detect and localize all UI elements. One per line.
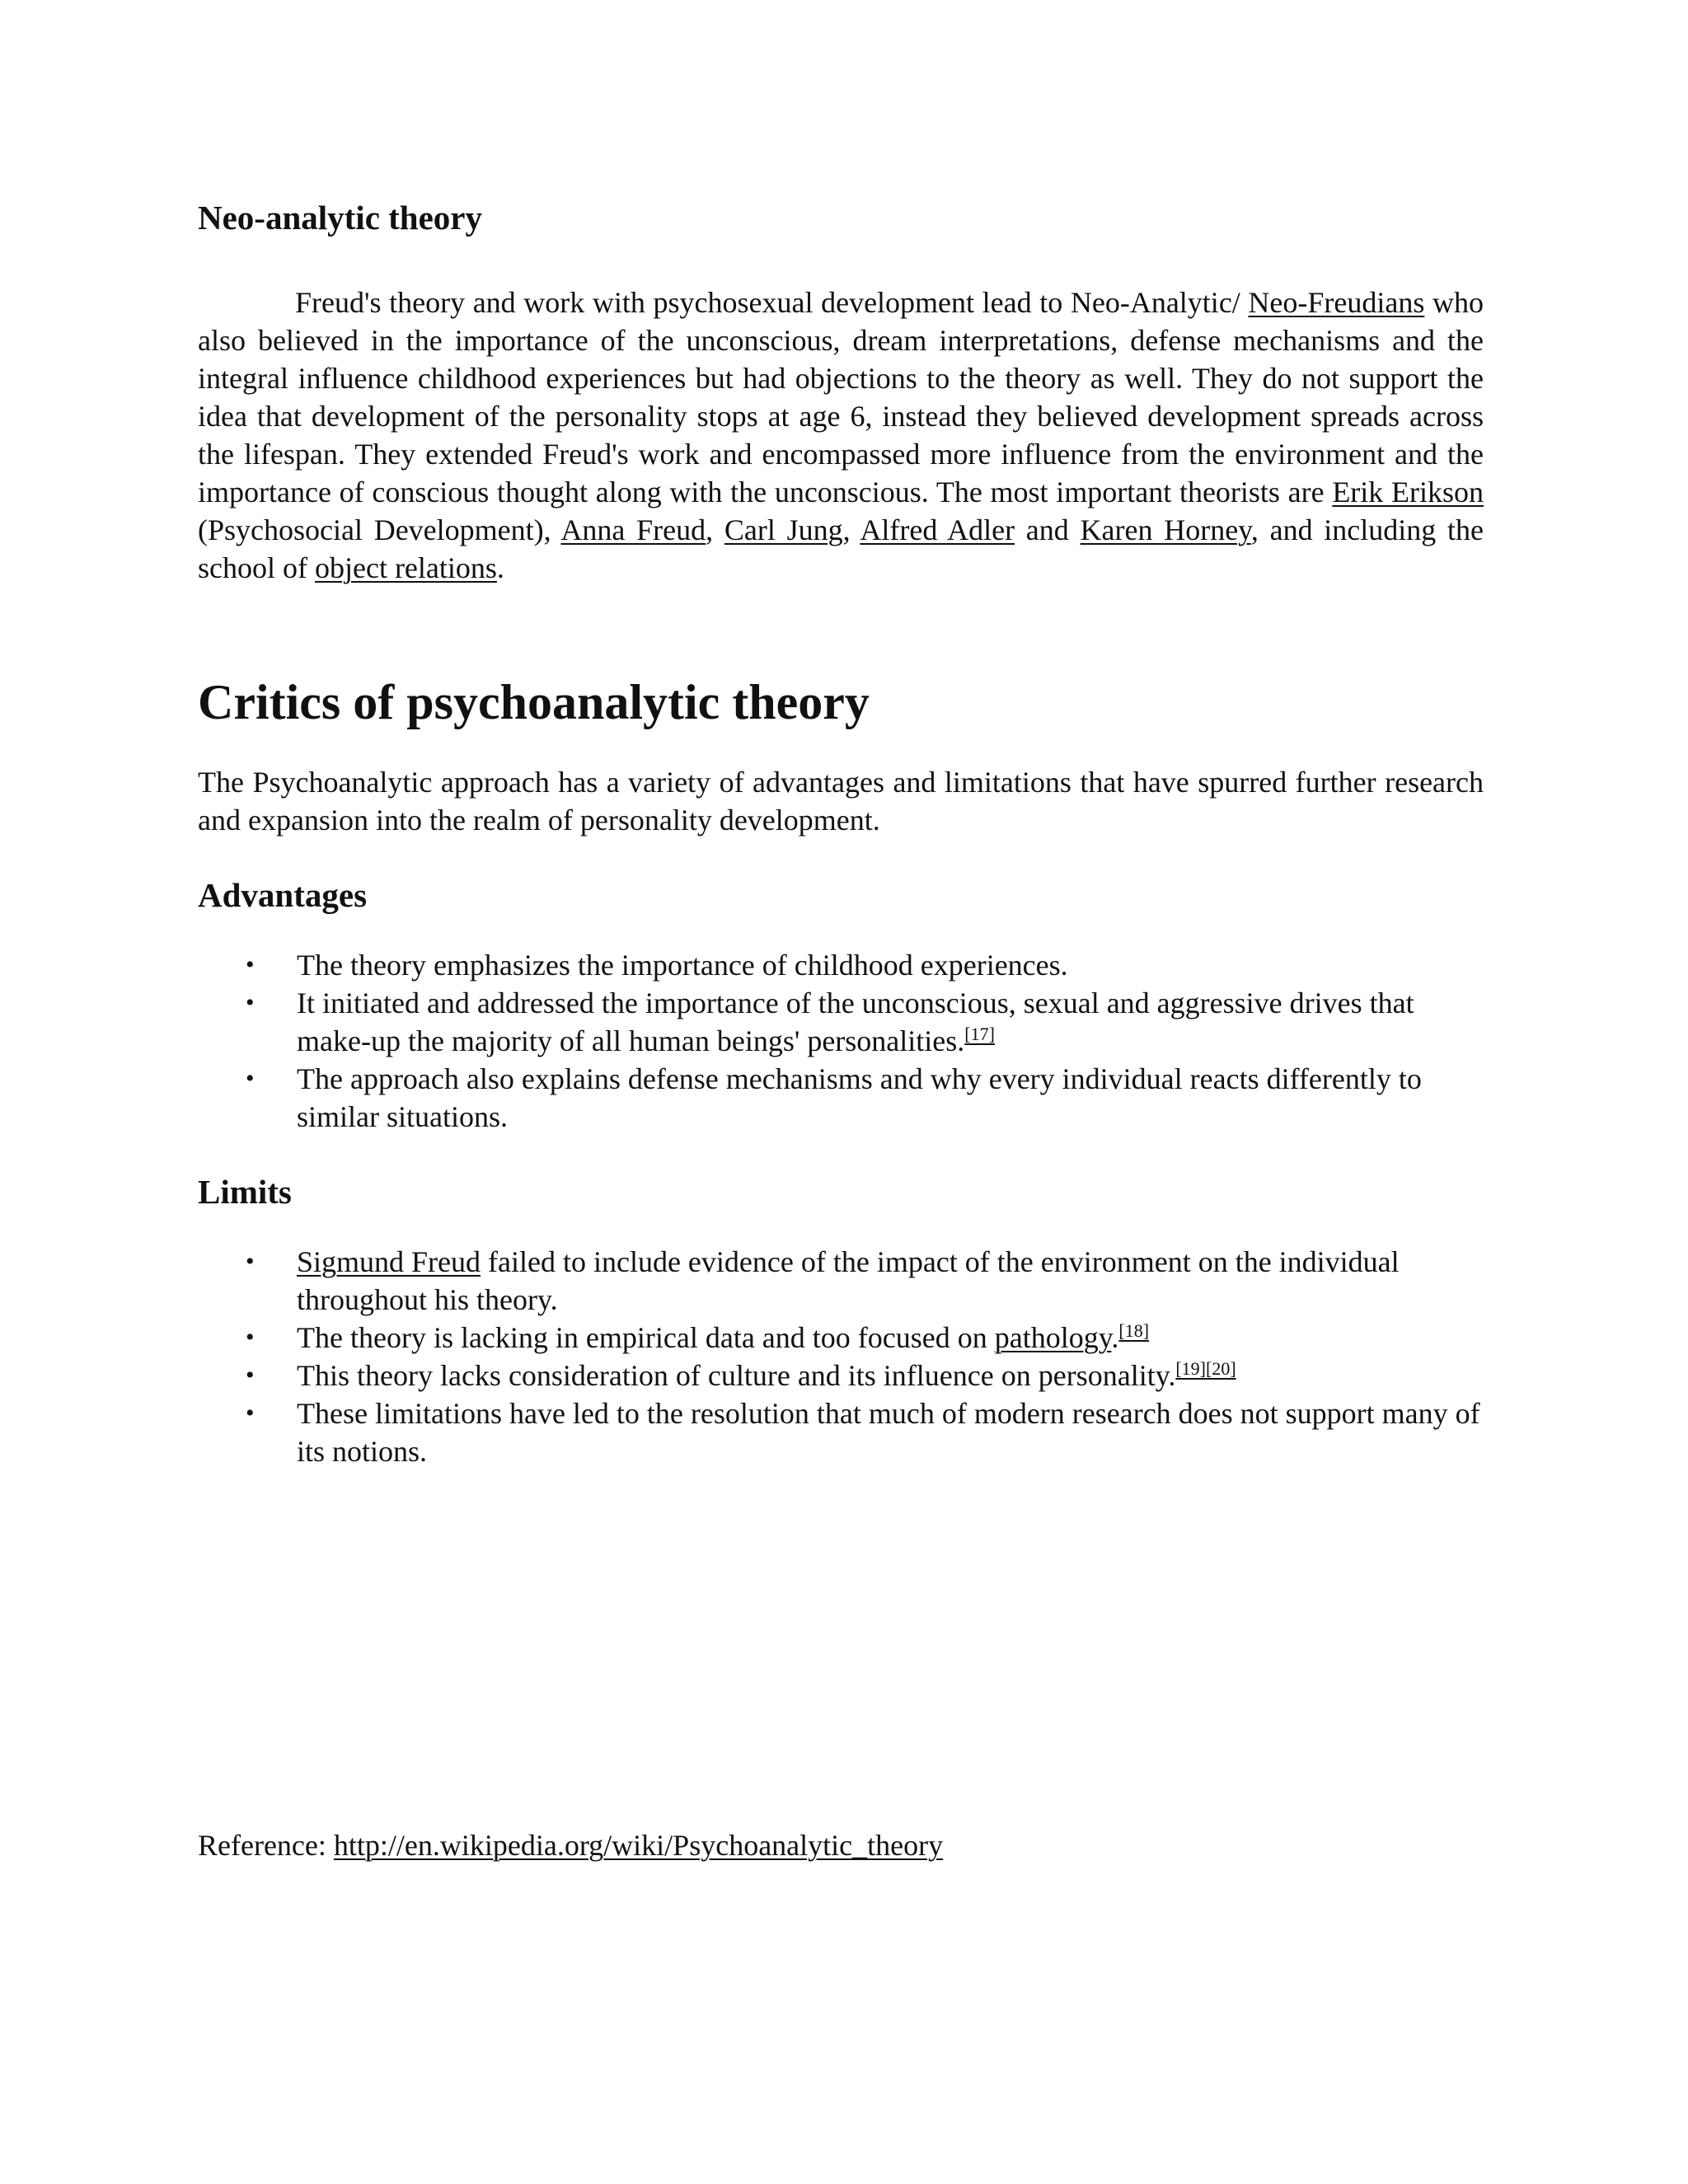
text-run: . <box>496 551 504 584</box>
citation-link-17[interactable]: [17] <box>964 1024 995 1044</box>
advantages-list <box>198 946 1484 1136</box>
text-run: , and including the school of <box>198 513 1484 584</box>
document-page <box>198 165 1484 1470</box>
list-item <box>246 1243 1484 1319</box>
bullet-icon: • <box>246 1324 255 1351</box>
bullet-icon: • <box>246 951 255 978</box>
text-run: Freud's theory and work with psychosexual development lead to Neo-Analytic/ <box>295 286 1249 319</box>
list-item-text: failed to include evidence of the impact of the environment on the individual throughout his theory. <box>297 1245 1400 1316</box>
citation-link-18[interactable]: [18] <box>1118 1320 1150 1341</box>
bullet-icon: • <box>246 989 255 1016</box>
subheading-advantages: Advantages <box>198 876 368 914</box>
bullet-icon: • <box>246 1361 255 1389</box>
list-item-text: It initiated and addressed the importance of the unconscious, sexual and aggressive drives that make-up the majority of all human beings' personalities. <box>297 987 1414 1057</box>
text-run: who also believed in the importance of the unconscious, dream interpretations, defense mechanisms and the integral influence childhood experiences but had objections to the theory as well. They do not support the idea that development of the personality stops at age 6, instead they believed development spreads across the lifespan. They extended Freud's work and encompassed more influence from the environment and the importance of conscious thought along with the unconscious. The most important theorists are <box>198 286 1484 509</box>
neo-analytic-paragraph <box>198 284 1484 587</box>
link-object-relations[interactable]: object relations <box>314 551 497 584</box>
limits-list <box>198 1243 1484 1470</box>
text-run: and <box>1015 513 1081 546</box>
bullet-icon: • <box>246 1065 255 1092</box>
reference-url-link[interactable]: http://en.wikipedia.org/wiki/Psychoanalytic_theory <box>333 1829 944 1862</box>
section-heading-neo-analytic: Neo-analytic theory <box>198 199 482 237</box>
link-sigmund-freud[interactable]: Sigmund Freud <box>297 1245 481 1278</box>
text-run: (Psychosocial Development), <box>198 513 561 546</box>
reference-line <box>198 1826 943 1864</box>
list-item-text: This theory lacks consideration of culture and its influence on personality. <box>297 1359 1176 1392</box>
list-item-text: These limitations have led to the resolution that much of modern research does not support many of its notions. <box>297 1397 1480 1468</box>
text-run: , <box>842 513 860 546</box>
link-pathology[interactable]: pathology <box>994 1321 1112 1354</box>
list-item <box>246 1060 1484 1136</box>
bullet-icon: • <box>246 1399 255 1427</box>
link-anna-freud[interactable]: Anna Freud <box>560 513 706 546</box>
list-item-text: The theory is lacking in empirical data and too focused on <box>297 1321 995 1354</box>
citation-link-19-20[interactable]: [19][20] <box>1175 1358 1236 1379</box>
link-karen-horney[interactable]: Karen Horney <box>1080 513 1251 546</box>
link-neo-freudians[interactable]: Neo-Freudians <box>1248 286 1425 319</box>
list-item <box>246 1319 1484 1357</box>
list-item <box>246 946 1484 984</box>
list-item <box>246 1394 1484 1470</box>
link-carl-jung[interactable]: Carl Jung <box>724 513 843 546</box>
text-run: , <box>706 513 724 546</box>
subheading-limits: Limits <box>198 1173 292 1211</box>
text-run: . <box>1111 1321 1119 1354</box>
bullet-icon: • <box>246 1248 255 1275</box>
list-item-text: The theory emphasizes the importance of childhood experiences. <box>297 949 1068 982</box>
list-item <box>246 1357 1484 1394</box>
reference-label: Reference: <box>198 1829 334 1862</box>
section-heading-critics: Critics of psychoanalytic theory <box>198 675 870 729</box>
link-erik-erikson[interactable]: Erik Erikson <box>1332 476 1484 509</box>
list-item <box>246 984 1484 1060</box>
critics-intro-paragraph: The Psychoanalytic approach has a variety of advantages and limitations that have spurred further research and expansion into the realm of personality development. <box>198 766 1484 837</box>
link-alfred-adler[interactable]: Alfred Adler <box>860 513 1015 546</box>
list-item-text: The approach also explains defense mechanisms and why every individual reacts differently to similar situations. <box>297 1062 1422 1133</box>
